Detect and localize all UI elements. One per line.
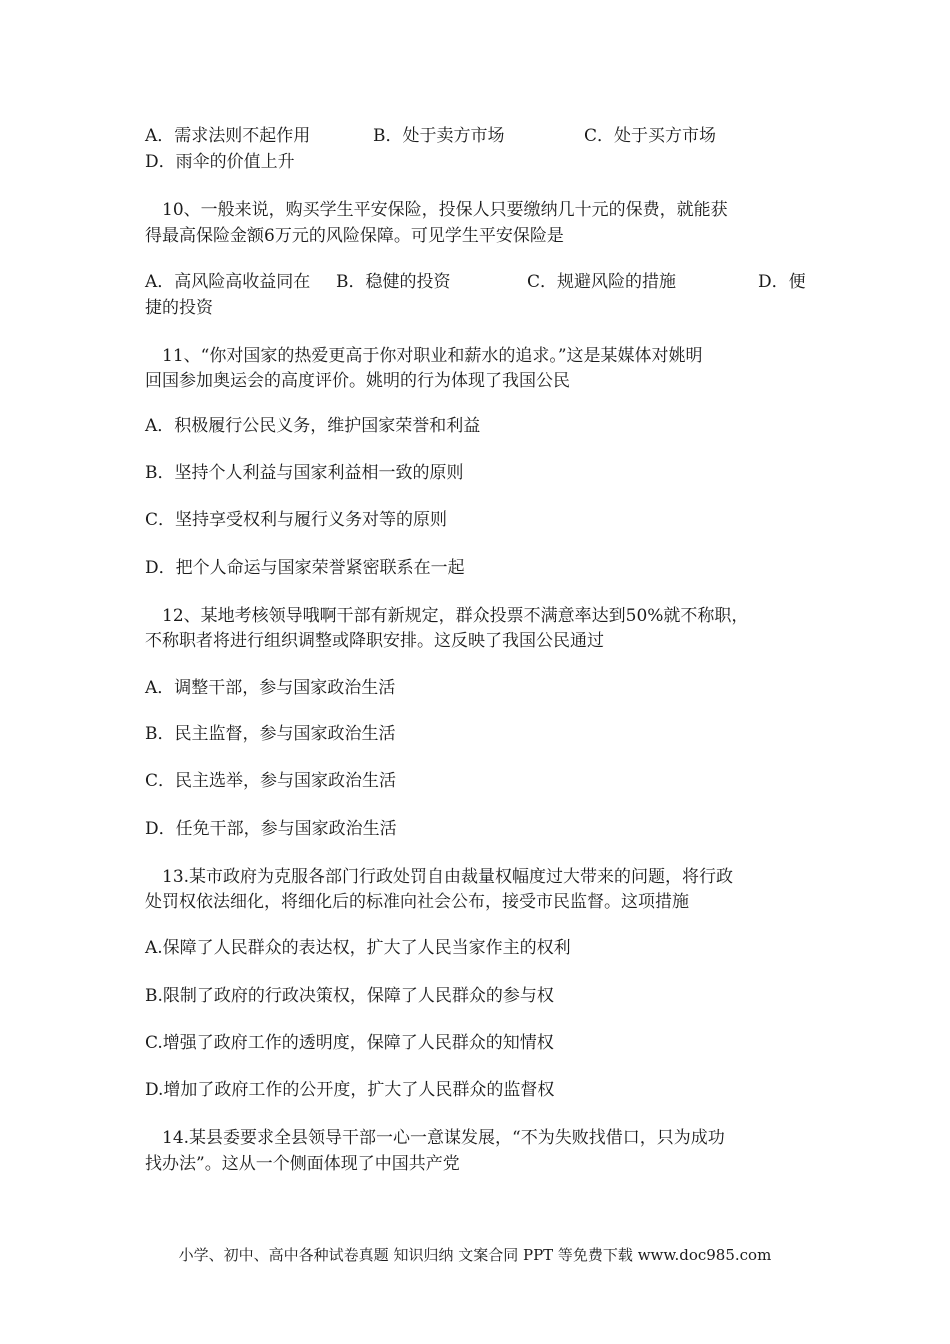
q14-stem-line2: 找办法”。这从一个侧面体现了中国共产党 <box>145 1154 460 1174</box>
q12-stem-line1: 12、某地考核领导哦啊干部有新规定，群众投票不满意率达到50%就不称职， <box>162 606 749 626</box>
q11-stem-line1: 11、“你对国家的热爱更高于你对职业和薪水的追求。”这是某媒体对姚明 <box>162 346 703 366</box>
q9-option-c: C．处于买方市场 <box>584 126 717 146</box>
q13-option-a: A.保障了人民群众的表达权，扩大了人民当家作主的权利 <box>145 938 571 958</box>
q9-option-a: A．需求法则不起作用 <box>145 126 311 146</box>
q13-option-b: B.限制了政府的行政决策权，保障了人民群众的参与权 <box>145 986 554 1006</box>
q13-stem-line2: 处罚权依法细化，将细化后的标准向社会公布，接受市民监督。这项措施 <box>145 892 689 912</box>
page-footer: 小学、初中、高中各种试卷真题 知识归纳 文案合同 PPT 等免费下载 www.doc985.com <box>178 1246 772 1264</box>
q11-stem-line2: 回国参加奥运会的高度评价。姚明的行为体现了我国公民 <box>145 371 570 391</box>
q10-option-d-continued: 捷的投资 <box>145 298 213 318</box>
q10-stem-line2: 得最高保险金额6万元的风险保障。可见学生平安保险是 <box>145 226 564 246</box>
q11-option-a: A．积极履行公民义务，维护国家荣誉和利益 <box>145 416 481 436</box>
q13-option-d: D.增加了政府工作的公开度，扩大了人民群众的监督权 <box>145 1080 555 1100</box>
q9-option-b: B．处于卖方市场 <box>373 126 505 146</box>
q11-option-d: D．把个人命运与国家荣誉紧密联系在一起 <box>145 558 465 578</box>
q9-option-d: D．雨伞的价值上升 <box>145 152 295 172</box>
q12-option-a: A．调整干部，参与国家政治生活 <box>145 678 396 698</box>
q11-option-b: B．坚持个人利益与国家利益相一致的原则 <box>145 463 464 483</box>
q10-option-d: D．便 <box>758 272 806 292</box>
q10-stem-line1: 10、一般来说，购买学生平安保险，投保人只要缴纳几十元的保费，就能获 <box>162 200 728 220</box>
q12-option-c: C．民主选举，参与国家政治生活 <box>145 771 397 791</box>
q10-option-c: C．规避风险的措施 <box>527 272 677 292</box>
q12-option-b: B．民主监督，参与国家政治生活 <box>145 724 396 744</box>
q10-option-b: B．稳健的投资 <box>336 272 451 292</box>
q10-option-a: A．高风险高收益同在 <box>145 272 311 292</box>
q14-stem-line1: 14.某县委要求全县领导干部一心一意谋发展，“不为失败找借口，只为成功 <box>162 1128 725 1148</box>
q12-stem-line2: 不称职者将进行组织调整或降职安排。这反映了我国公民通过 <box>145 631 604 651</box>
q11-option-c: C．坚持享受权利与履行义务对等的原则 <box>145 510 448 530</box>
q13-stem-line1: 13.某市政府为克服各部门行政处罚自由裁量权幅度过大带来的问题，将行政 <box>162 867 734 887</box>
q12-option-d: D．任免干部，参与国家政治生活 <box>145 819 397 839</box>
q13-option-c: C.增强了政府工作的透明度，保障了人民群众的知情权 <box>145 1033 554 1053</box>
